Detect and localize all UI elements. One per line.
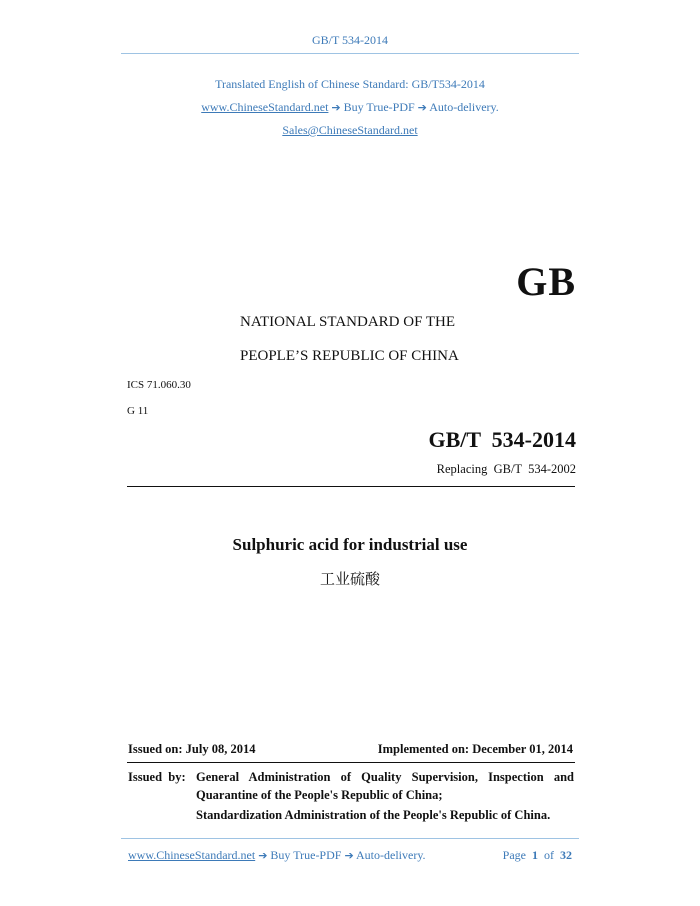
email-link[interactable]: Sales@ChineseStandard.net (282, 123, 418, 137)
arrow-right-icon: ➔ (258, 849, 268, 862)
standard-number: GB/T 534-2014 (428, 427, 576, 452)
issuer-line-2: Quarantine of the People's Republic of China; (196, 788, 443, 802)
email-line (0, 123, 700, 138)
running-header-title: GB/T 534-2014 (311, 33, 389, 47)
page-total: 32 (560, 848, 572, 862)
document-title-en: Sulphuric acid for industrial use (232, 535, 468, 554)
arrow-right-icon: ➔ (344, 849, 354, 862)
footer-website-link[interactable]: www.ChineseStandard.net (128, 848, 256, 862)
arrow-right-icon: ➔ (331, 101, 341, 114)
footer-divider (121, 838, 579, 839)
footer-buy-true-pdf-text: Buy True-PDF (270, 848, 342, 862)
issued-by-label: Issued by: (128, 770, 186, 784)
ics-code: ICS 71.060.30 (127, 379, 191, 391)
issued-on-date: Issued on: July 08, 2014 (128, 742, 256, 756)
footer-links-line (128, 848, 426, 863)
translated-notice: Translated English of Chinese Standard: GB/T534-2014 (215, 77, 485, 91)
buy-true-pdf-text: Buy True-PDF (343, 100, 415, 114)
page-current: 1 (532, 848, 538, 862)
issuer-line-1: General Administration of Quality Supervision, Inspection and (196, 770, 574, 784)
arrow-right-icon: ➔ (417, 101, 427, 114)
issuer-line-3: Standardization Administration of the People's Republic of China. (196, 808, 551, 822)
of-word: of (544, 848, 554, 862)
header-links-line (0, 100, 700, 115)
auto-delivery-text: Auto-delivery. (429, 100, 499, 114)
replacing-note: Replacing GB/T 534-2002 (436, 462, 576, 476)
ccs-code: G 11 (127, 405, 149, 417)
website-link[interactable]: www.ChineseStandard.net (201, 100, 329, 114)
page-word: Page (502, 848, 526, 862)
dates-divider (127, 762, 575, 763)
header-divider (121, 53, 579, 54)
national-standard-line-2: PEOPLE’S REPUBLIC OF CHINA (240, 348, 459, 364)
footer-auto-delivery-text: Auto-delivery. (356, 848, 426, 862)
standard-number-divider (127, 486, 575, 487)
page-indicator (470, 848, 572, 863)
gb-logo: GB (516, 259, 576, 304)
national-standard-line-1: NATIONAL STANDARD OF THE (240, 314, 456, 330)
document-title-cn: 工业硫酸 (319, 570, 380, 588)
implemented-on-date: Implemented on: December 01, 2014 (377, 742, 573, 756)
